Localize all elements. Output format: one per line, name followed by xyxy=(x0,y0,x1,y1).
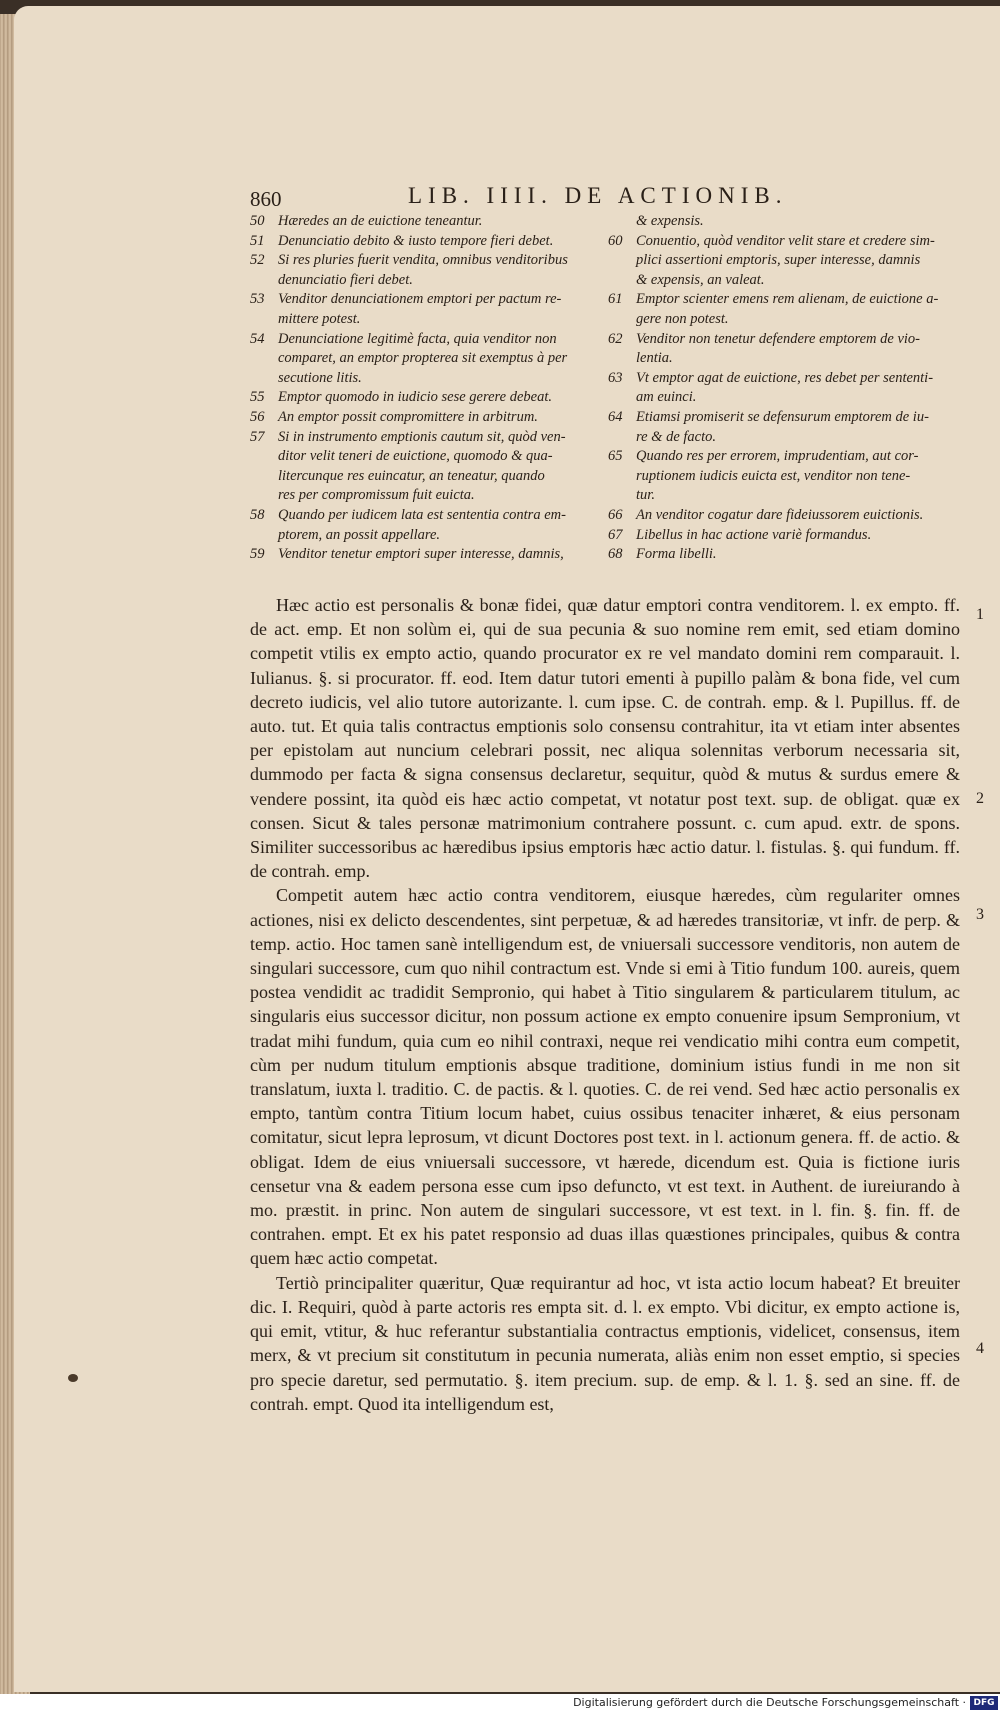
index-entry-text: An venditor cogatur dare fideiussorem euictionis. xyxy=(636,506,924,523)
index-entry-number: 66 xyxy=(608,506,623,523)
index-entry-number: 64 xyxy=(608,408,623,425)
index-entry-continuation: ruptionem iudicis euicta est, venditor non tene- xyxy=(636,467,911,484)
index-entry-number: 59 xyxy=(250,546,265,563)
index-entry-number: 52 xyxy=(250,252,265,269)
index-entry-continuation: denunciatio fieri debet. xyxy=(278,271,413,288)
index-entry xyxy=(608,369,958,389)
index-entry-text: Denunciatio debito & iusto tempore fieri debet. xyxy=(278,232,554,249)
index-entry-continuation: & expensis, an valeat. xyxy=(636,271,765,288)
index-entry-number: 63 xyxy=(608,369,623,386)
index-entry xyxy=(250,290,595,310)
index-column-left xyxy=(250,212,595,565)
index-entry-text: Quando res per errorem, imprudentiam, aut cor- xyxy=(636,448,919,465)
index-entry xyxy=(250,428,595,448)
index-entry-continuation: ptorem, an possit appellare. xyxy=(278,526,441,543)
page-number: 860 xyxy=(250,187,282,211)
index-entry xyxy=(250,251,595,271)
index-entry-continuation: secutione litis. xyxy=(278,369,362,386)
index-entry xyxy=(250,408,595,428)
index-entry-continuation: comparet, an emptor propterea sit exemptus à per xyxy=(278,350,568,367)
index-entry-number: 54 xyxy=(250,330,265,347)
index-entry-text: Emptor quomodo in iudicio sese gerere debeat. xyxy=(278,389,552,406)
index-entry-text: Vt emptor agat de euictione, res debet per sententi- xyxy=(636,369,934,386)
index-entry-number: 65 xyxy=(608,448,623,465)
index-entry xyxy=(608,408,958,428)
index-entry-number: 56 xyxy=(250,408,265,425)
index-entry xyxy=(608,447,958,467)
paragraph: Hæc actio est personalis & bonæ fidei, quæ datur emptori contra venditorem. l. ex empto. ff. de act. emp. Et non solùm ei, qui de sua pecunia & suo nomine rem emit, sed etiam domino competit vtilis ex empto actio, quando procurator ex re vel mandato domini rem comparauit. l. Iulianus. §. si procurator. ff. eod. Item datur tutori ementi à pupillo palàm & bona fide, vel cum decreto iudicis, vel alio tutore autorizante. l. cum ipse. C. de contrah. emp. & l. Pupillus. ff. de auto. tut. Et quia talis contractus emptionis solo consensu contrahitur, ita vt etiam inter absentes per epistolam aut nuncium celebrari possit, nec aliqua solennitas verborum necessaria sit, dummodo per facta & signa consensus declaretur, sequitur, quòd & mutus & surdus emere & vendere possint, ita quòd eis hæc actio competat, vt notatur post text. sup. de obligat. quæ ex consen. Sicut & tales personæ matrimonium contrahere possunt. c. cum apud. extr. de spons. Similiter successoribus ac hæredibus ipsius emptoris hæc actio datur. l. fistulas. §. qui fundum. ff. de contrah. emp. xyxy=(250,595,960,882)
index-entry-text: Venditor non tenetur defendere emptorem de vio- xyxy=(636,330,921,347)
dfg-logo: DFG xyxy=(970,1696,998,1710)
index-entry-text: Emptor scienter emens rem alienam, de euictione a- xyxy=(636,291,939,308)
index-entry-number: 61 xyxy=(608,291,623,308)
ink-spot xyxy=(68,1374,78,1382)
index-entry-text: & expensis. xyxy=(636,213,704,229)
index-entry-number: 67 xyxy=(608,526,623,543)
index-entry-number: 68 xyxy=(608,546,623,563)
index-entry-number: 60 xyxy=(608,232,623,249)
index-entry xyxy=(608,526,958,546)
index-entry-number: 58 xyxy=(250,506,265,523)
index-entry-text: Venditor denunciationem emptori per pactum re- xyxy=(278,291,562,308)
index-entry-text: Conuentio, quòd venditor velit stare et credere sim- xyxy=(636,232,935,249)
index-entry-continuation: lentia. xyxy=(636,350,673,367)
index-entry-continuation: litercunque res euincatur, an teneatur, quando xyxy=(278,467,545,484)
index-entry-number: 62 xyxy=(608,330,623,347)
index-entry-text: Etiamsi promiserit se defensurum emptorem de iu- xyxy=(636,408,929,425)
index-entry-text: Forma libelli. xyxy=(636,546,717,563)
margin-number: 4 xyxy=(976,1340,984,1357)
margin-number: 1 xyxy=(976,606,984,623)
footer-text: Digitalisierung gefördert durch die Deutsche Forschungsgemeinschaft · xyxy=(573,1696,966,1709)
index-entry-text: Libellus in hac actione variè formandus. xyxy=(636,526,872,543)
index-entry xyxy=(608,212,958,232)
paragraph: Tertiò principaliter quæritur, Quæ requirantur ad hoc, vt ista actio locum habeat? Et breuiter dic. I. Requiri, quòd à parte actoris res empta sit. d. l. ex empto. Vbi dicitur, ex empto actione is, qui emit, vtitur, & huc referantur substantialia contractus emptionis, videlicet, consensus, item merx, & vt precium sit constitutum in pecunia numerata, aliàs enim non esset emptio, si species pro specie daretur, sed permutatio. §. item precium. sup. de emp. & l. 1. §. sed an sine. ff. de contrah. empt. Quod ita intelligendum est, xyxy=(250,1272,960,1414)
index-column-right xyxy=(608,212,958,565)
index-entry xyxy=(250,388,595,408)
index-entry-continuation: plici assertioni emptoris, super interesse, damnis xyxy=(636,252,921,269)
margin-number: 3 xyxy=(976,906,984,923)
footer-band xyxy=(0,1694,1000,1714)
index-entry-continuation: re & de facto. xyxy=(636,428,716,445)
index-entry xyxy=(608,330,958,350)
index-entry-text: Venditor tenetur emptori super interesse, damnis, xyxy=(278,546,564,563)
index-entry xyxy=(608,506,958,526)
paragraph: Competit autem hæc actio contra venditorem, eiusque hæredes, cùm regulariter omnes actiones, nisi ex delicto descendentes, sint perpetuæ, & ad hæredes transitoriæ, vt infr. de perp. & temp. actio. Hoc tamen sanè intelligendum est, de vniuersali successore venditoris, non autem de singulari successore, cum quo nihil contractum est. Vnde si emi à Titio fundum 100. aureis, quem postea vendidit ac tradidit Sempronio, qui habet à Titio singularem & particularem titulum, ac singularis eius successor dicitur, non possum actione ex empto conuenire ipsum Sempronium, vt tradat mihi fundum, quia cum eo nihil contraxi, neque rei vendicatio mihi contra eum competit, cùm per nudum titulum emptionis absque traditione, dominium istius fundi in me non sit translatum, iuxta l. traditio. C. de pactis. & l. quoties. C. de rei vend. Sed hæc actio personalis ex empto, tantùm contra Titium locum habet, cuius ossibus tenaciter inhæret, & eius personam comitatur, sicut lepra leprosum, vt dicunt Doctores post text. in l. actionum genera. ff. de actio. & obligat. Idem de eius vniuersali successore, vt hærede, dicendum est. Quia is fictione iuris censetur vna & eadem persona esse cum ipso defuncto, vt est text. in Authent. de iureiurando à mo. præstit. in princ. Non autem de singulari successore, vt est text. in l. fin. §. fin. ff. de contrahen. empt. Et ex his patet responsio ad duas illas quæstiones principales, quibus & contra quem hæc actio competat. xyxy=(250,885,960,1269)
page-header xyxy=(250,183,970,213)
index-entry-number: 51 xyxy=(250,232,265,249)
index-entry xyxy=(608,545,958,565)
index-entry xyxy=(608,290,958,310)
index-entry xyxy=(250,212,595,232)
index-entry xyxy=(250,545,595,565)
index-entry-continuation: am euinci. xyxy=(636,389,697,406)
running-title: LIB. IIII. DE ACTIONIB. xyxy=(408,183,788,208)
index-entry-continuation: res per compromissum fuit euicta. xyxy=(278,487,475,504)
index-entry-continuation: ditor velit teneri de euictione, quomodo & qua- xyxy=(278,448,553,465)
index-entry-number xyxy=(608,212,636,232)
index-entry xyxy=(250,506,595,526)
index-entry-continuation: gere non potest. xyxy=(636,310,729,327)
index-entry-text: Si in instrumento emptionis cautum sit, quòd ven- xyxy=(278,428,566,445)
index-entry-number: 50 xyxy=(250,213,265,229)
index-entry-text: An emptor possit compromittere in arbitrum. xyxy=(278,408,538,425)
index-entry-text: Denunciatione legitimè facta, quia venditor non xyxy=(278,330,557,347)
index-entry xyxy=(250,330,595,350)
index-entry-text: Hæredes an de euictione teneantur. xyxy=(278,213,483,229)
index-entry-number: 53 xyxy=(250,291,265,308)
margin-number: 2 xyxy=(976,790,984,807)
index-entry-continuation: tur. xyxy=(636,487,655,504)
index-entry-continuation: mittere potest. xyxy=(278,310,361,327)
index-entry-text: Si res pluries fuerit vendita, omnibus venditoribus xyxy=(278,252,568,269)
body-text xyxy=(250,593,960,1416)
index-entry-number: 57 xyxy=(250,428,265,445)
index-entry xyxy=(608,232,958,252)
index-entry xyxy=(250,232,595,252)
index-entry-number: 55 xyxy=(250,389,265,406)
index-entry-text: Quando per iudicem lata est sententia contra em- xyxy=(278,506,566,523)
